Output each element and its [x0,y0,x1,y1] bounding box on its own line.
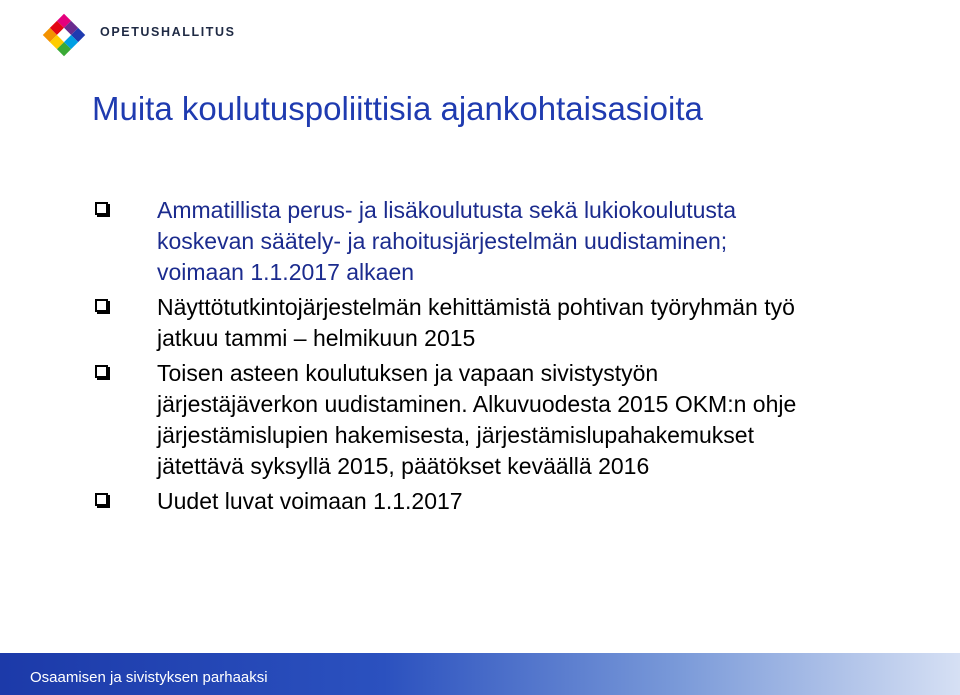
bullet-line: jätettävä syksyllä 2015, päätökset keväällä 2016 [157,453,650,479]
slide-title: Muita koulutuspoliittisia ajankohtaisasioita [92,90,703,127]
bullet-line: voimaan 1.1.2017 alkaen [157,259,415,285]
footer-bar [0,653,960,695]
bullet-item [95,195,935,288]
footer-slogan: Osaamisen ja sivistyksen parhaaksi [30,669,268,686]
bullet-item [95,486,935,517]
logo-wordmark: OPETUSHALLITUS [100,25,236,39]
bullet-line: Ammatillista perus- ja lisäkoulutusta sekä lukiokoulutusta [157,197,737,223]
opetushallitus-logo [30,10,100,60]
bullet-line: järjestämislupien hakemisesta, järjestämislupahakemukset [157,422,754,448]
bullet-item [95,358,935,482]
bullet-list [95,195,935,521]
checkbox-bullet-icon [95,299,108,312]
checkbox-bullet-icon [95,493,108,506]
bullet-item [95,292,935,354]
checkbox-bullet-icon [95,202,108,215]
bullet-line: järjestäjäverkon uudistaminen. Alkuvuodesta 2015 OKM:n ohje [157,391,797,417]
bullet-line: jatkuu tammi – helmikuun 2015 [157,325,476,351]
bullet-line: koskevan säätely- ja rahoitusjärjestelmän uudistaminen; [157,228,728,254]
checkbox-bullet-icon [95,365,108,378]
bullet-line: Näyttötutkintojärjestelmän kehittämistä pohtivan työryhmän työ [157,294,795,320]
bullet-line: Toisen asteen koulutuksen ja vapaan sivistystyön [157,360,659,386]
bullet-line: Uudet luvat voimaan 1.1.2017 [157,488,463,514]
